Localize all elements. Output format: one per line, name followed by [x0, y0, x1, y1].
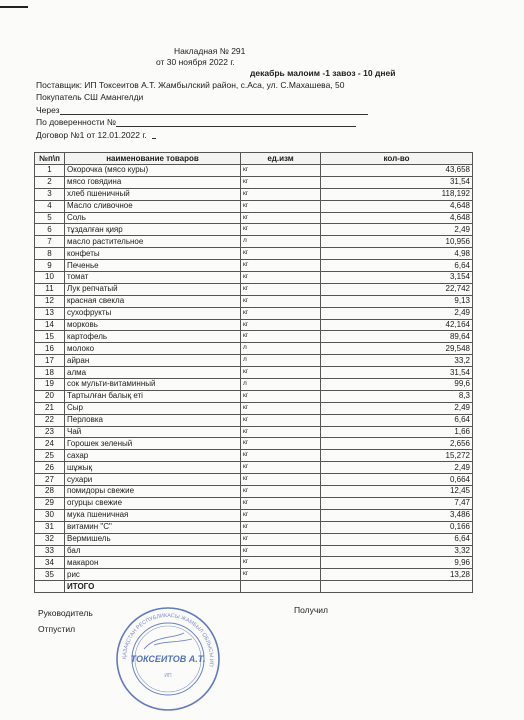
row-unit: кг	[241, 224, 321, 236]
row-number: 24	[35, 438, 65, 450]
row-unit: кг	[241, 509, 321, 521]
row-number: 25	[35, 450, 65, 462]
row-number: 22	[35, 414, 65, 426]
row-number: 12	[35, 295, 65, 307]
table-row	[35, 331, 473, 343]
row-number: 18	[35, 367, 65, 379]
row-unit: кг	[241, 450, 321, 462]
row-unit: кг	[241, 438, 321, 450]
row-unit: кг	[241, 545, 321, 557]
row-unit: кг	[241, 272, 321, 284]
row-unit: л	[241, 343, 321, 355]
row-product-name: хлеб пшеничный	[65, 188, 241, 200]
delivery-period: декабрь малоим -1 завоз - 10 дней	[250, 68, 396, 78]
table-row	[35, 390, 473, 402]
row-quantity: 43,658	[321, 165, 473, 177]
row-number: 20	[35, 390, 65, 402]
row-unit: кг	[241, 414, 321, 426]
row-product-name: сухари	[65, 474, 241, 486]
table-row	[35, 569, 473, 581]
row-number: 35	[35, 569, 65, 581]
row-product-name: томат	[65, 272, 241, 284]
table-row	[35, 307, 473, 319]
company-stamp	[114, 605, 222, 713]
table-row	[35, 379, 473, 391]
row-quantity: 29,548	[321, 343, 473, 355]
poa-blank	[116, 117, 356, 127]
row-unit: кг	[241, 462, 321, 474]
row-quantity: 10,956	[321, 236, 473, 248]
row-quantity: 2,49	[321, 462, 473, 474]
row-product-name: мясо говядина	[65, 176, 241, 188]
row-product-name: помидоры свежие	[65, 486, 241, 498]
table-row	[35, 200, 473, 212]
row-number: 3	[35, 188, 65, 200]
row-unit: л	[241, 379, 321, 391]
table-row	[35, 295, 473, 307]
table-row	[35, 509, 473, 521]
row-unit: кг	[241, 390, 321, 402]
row-unit: кг	[241, 188, 321, 200]
row-quantity: 2,49	[321, 224, 473, 236]
released-signature-label: Отпустил	[38, 624, 76, 634]
row-quantity: 2,656	[321, 438, 473, 450]
row-product-name: витамин "С"	[65, 521, 241, 533]
row-number: 5	[35, 212, 65, 224]
row-quantity: 2,49	[321, 307, 473, 319]
head-signature-label: Руководитель	[38, 608, 93, 618]
table-header-row	[35, 153, 473, 165]
row-quantity: 4,98	[321, 248, 473, 260]
row-number: 11	[35, 283, 65, 295]
total-row	[35, 581, 473, 593]
row-quantity: 9,13	[321, 295, 473, 307]
table-row	[35, 474, 473, 486]
goods-table	[34, 152, 473, 593]
row-number: 13	[35, 307, 65, 319]
row-quantity: 3,486	[321, 509, 473, 521]
table-row	[35, 497, 473, 509]
table-row	[35, 414, 473, 426]
row-product-name: картофель	[65, 331, 241, 343]
row-number: 29	[35, 497, 65, 509]
row-unit: кг	[241, 521, 321, 533]
row-number: 1	[35, 165, 65, 177]
col-header-unit: ед.изм	[241, 153, 321, 165]
row-number: 4	[35, 200, 65, 212]
row-quantity: 9,96	[321, 557, 473, 569]
row-quantity: 6,64	[321, 260, 473, 272]
row-unit: кг	[241, 165, 321, 177]
table-row	[35, 355, 473, 367]
table-row	[35, 367, 473, 379]
row-quantity: 99,6	[321, 379, 473, 391]
row-unit: л	[241, 355, 321, 367]
row-number: 31	[35, 521, 65, 533]
row-number: 7	[35, 236, 65, 248]
via-line	[36, 105, 368, 115]
row-quantity: 3,154	[321, 272, 473, 284]
row-number: 30	[35, 509, 65, 521]
table-row	[35, 438, 473, 450]
row-number: 32	[35, 533, 65, 545]
row-unit: кг	[241, 533, 321, 545]
row-unit: кг	[241, 474, 321, 486]
table-row	[35, 260, 473, 272]
scan-edge-mark	[0, 6, 28, 8]
row-product-name: Соль	[65, 212, 241, 224]
row-product-name: Окорочка (мясо куры)	[65, 165, 241, 177]
row-number: 14	[35, 319, 65, 331]
row-number: 21	[35, 402, 65, 414]
row-product-name: Сыр	[65, 402, 241, 414]
signature-scribble	[144, 633, 192, 649]
total-label: ИТОГО	[65, 581, 241, 593]
row-product-name: огурцы свежие	[65, 497, 241, 509]
invoice-date: от 30 ноября 2022 г.	[156, 57, 235, 67]
row-product-name: рис	[65, 569, 241, 581]
table-row	[35, 462, 473, 474]
row-quantity: 3,32	[321, 545, 473, 557]
buyer-line: Покупатель СШ Амангелди	[36, 92, 144, 102]
row-product-name: сок мульти-витаминный	[65, 379, 241, 391]
row-number: 6	[35, 224, 65, 236]
row-product-name: сухофрукты	[65, 307, 241, 319]
row-number: 33	[35, 545, 65, 557]
row-product-name: Масло сливочное	[65, 200, 241, 212]
row-quantity: 31,54	[321, 367, 473, 379]
col-header-qty: кол-во	[321, 153, 473, 165]
row-quantity: 4,648	[321, 200, 473, 212]
poa-label: По доверенности №	[36, 117, 116, 127]
table-row	[35, 236, 473, 248]
row-number: 23	[35, 426, 65, 438]
row-quantity: 33,2	[321, 355, 473, 367]
row-product-name: бал	[65, 545, 241, 557]
row-quantity: 22,742	[321, 283, 473, 295]
row-number: 34	[35, 557, 65, 569]
row-number: 2	[35, 176, 65, 188]
table-row	[35, 188, 473, 200]
invoice-number: Накладная № 291	[174, 46, 246, 56]
row-product-name: красная свекла	[65, 295, 241, 307]
row-number: 28	[35, 486, 65, 498]
table-row	[35, 272, 473, 284]
row-number: 16	[35, 343, 65, 355]
table-row	[35, 343, 473, 355]
received-signature-label: Получил	[294, 605, 328, 615]
stamp-ring-text: ҚАЗАҚСТАН РЕСПУБЛИКАСЫ ЖАМБЫЛ ОБЛЫСЫ ИП	[121, 612, 215, 667]
col-header-no: №п\п	[35, 153, 65, 165]
row-quantity: 89,64	[321, 331, 473, 343]
row-quantity: 12,45	[321, 486, 473, 498]
row-quantity: 6,64	[321, 414, 473, 426]
row-product-name: айран	[65, 355, 241, 367]
row-unit: кг	[241, 248, 321, 260]
row-unit: кг	[241, 260, 321, 272]
row-product-name: Печенье	[65, 260, 241, 272]
row-quantity: 0,664	[321, 474, 473, 486]
row-quantity: 15,272	[321, 450, 473, 462]
row-product-name: шұжық	[65, 462, 241, 474]
row-quantity: 8,3	[321, 390, 473, 402]
row-unit: кг	[241, 486, 321, 498]
row-number: 26	[35, 462, 65, 474]
row-quantity: 4,648	[321, 212, 473, 224]
row-quantity: 7,47	[321, 497, 473, 509]
row-unit: кг	[241, 283, 321, 295]
table-row	[35, 319, 473, 331]
table-row	[35, 212, 473, 224]
row-product-name: конфеты	[65, 248, 241, 260]
row-unit: кг	[241, 295, 321, 307]
table-row	[35, 521, 473, 533]
table-row	[35, 402, 473, 414]
row-product-name: сахар	[65, 450, 241, 462]
table-row	[35, 283, 473, 295]
table-row	[35, 224, 473, 236]
row-quantity: 42,164	[321, 319, 473, 331]
row-quantity: 31,54	[321, 176, 473, 188]
row-unit: кг	[241, 367, 321, 379]
row-product-name: алма	[65, 367, 241, 379]
row-unit: кг	[241, 307, 321, 319]
row-number: 19	[35, 379, 65, 391]
table-row	[35, 165, 473, 177]
row-product-name: Тартылған балық еті	[65, 390, 241, 402]
via-blank	[60, 105, 368, 115]
row-unit: кг	[241, 176, 321, 188]
contract-line: Договор №1 от 12.01.2022 г.	[36, 129, 156, 139]
row-product-name: мука пшеничная	[65, 509, 241, 521]
table-row	[35, 533, 473, 545]
table-row	[35, 545, 473, 557]
row-product-name: Лук репчатый	[65, 283, 241, 295]
row-number: 10	[35, 272, 65, 284]
row-quantity: 6,64	[321, 533, 473, 545]
row-unit: кг	[241, 557, 321, 569]
row-number: 8	[35, 248, 65, 260]
row-product-name: макарон	[65, 557, 241, 569]
row-unit: кг	[241, 569, 321, 581]
row-quantity: 118,192	[321, 188, 473, 200]
row-product-name: Горошек зеленый	[65, 438, 241, 450]
row-unit: кг	[241, 212, 321, 224]
row-quantity: 0,166	[321, 521, 473, 533]
row-product-name: Перловка	[65, 414, 241, 426]
row-quantity: 13,28	[321, 569, 473, 581]
row-number: 9	[35, 260, 65, 272]
table-row	[35, 557, 473, 569]
row-quantity: 1,66	[321, 426, 473, 438]
row-product-name: морковь	[65, 319, 241, 331]
row-product-name: Вермишель	[65, 533, 241, 545]
row-number: 17	[35, 355, 65, 367]
poa-line	[36, 117, 356, 127]
supplier-line: Поставщик: ИП Токсеитов А.Т. Жамбылский район, с.Аса, ул. С.Махашева, 50	[36, 80, 345, 90]
row-product-name: тұздалған қияр	[65, 224, 241, 236]
row-unit: кг	[241, 331, 321, 343]
row-unit: кг	[241, 497, 321, 509]
row-product-name: Чай	[65, 426, 241, 438]
table-row	[35, 176, 473, 188]
row-product-name: молоко	[65, 343, 241, 355]
stamp-name: ТОКСЕИТОВ А.Т.	[130, 654, 206, 664]
table-row	[35, 450, 473, 462]
row-unit: л	[241, 236, 321, 248]
row-number: 27	[35, 474, 65, 486]
svg-text:ИП: ИП	[164, 673, 172, 679]
col-header-name: наименование товаров	[65, 153, 241, 165]
row-quantity: 2,49	[321, 402, 473, 414]
row-number: 15	[35, 331, 65, 343]
row-unit: кг	[241, 200, 321, 212]
table-row	[35, 248, 473, 260]
row-unit: кг	[241, 426, 321, 438]
row-unit: кг	[241, 402, 321, 414]
via-label: Через	[36, 105, 60, 115]
table-row	[35, 426, 473, 438]
row-unit: кг	[241, 319, 321, 331]
row-product-name: масло растительное	[65, 236, 241, 248]
table-row	[35, 486, 473, 498]
